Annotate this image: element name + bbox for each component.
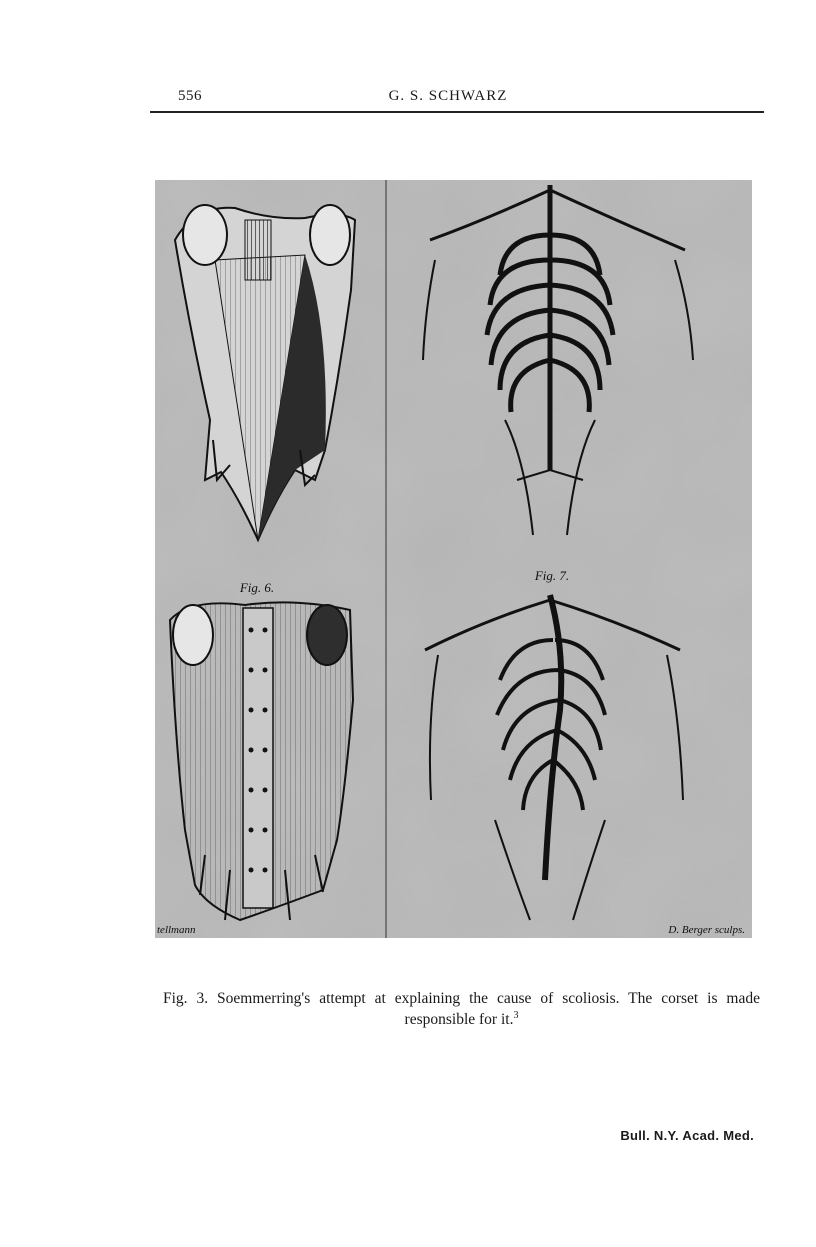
figure-caption: [163, 990, 760, 1028]
page-number: 556: [178, 88, 202, 104]
panel-label-fig-7: Fig. 7.: [534, 568, 570, 583]
caption-line-1: Fig. 3. Soemmerring's attempt at explaining the cause of scoliosis. The corset is made: [163, 990, 760, 1007]
header-rule: [150, 111, 764, 113]
figure-engraving: [155, 180, 752, 938]
corset-back-drawing: [170, 602, 353, 920]
engraver-signature-left: tellmann: [157, 924, 196, 936]
engraver-signature-right: D. Berger sculps.: [668, 924, 745, 936]
caption-line-2: [163, 1007, 760, 1028]
journal-footer: Bull. N.Y. Acad. Med.: [620, 1128, 754, 1143]
caption-reference: 3: [513, 1010, 519, 1021]
caption-line-2-text: responsible for it.: [404, 1011, 514, 1029]
running-head: G. S. SCHWARZ: [388, 88, 508, 104]
panel-label-fig-6: Fig. 6.: [239, 580, 275, 595]
